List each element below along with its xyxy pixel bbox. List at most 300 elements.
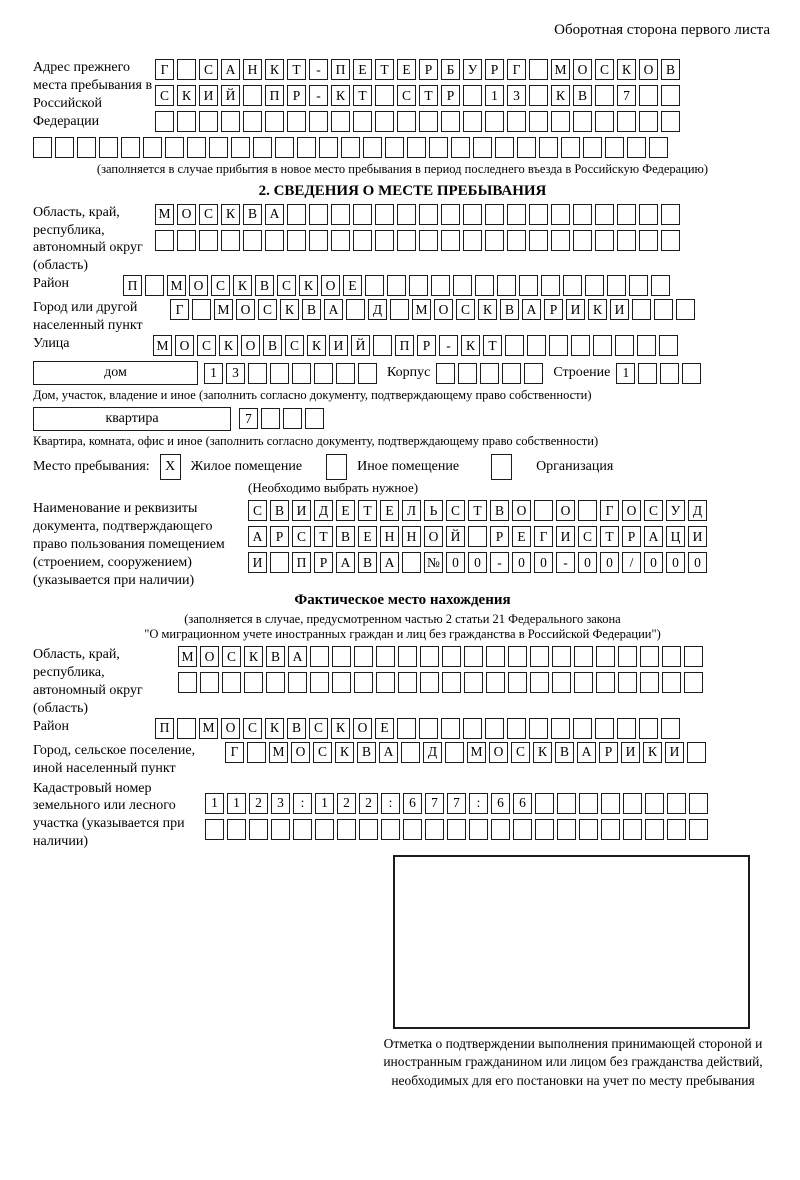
char-cell[interactable]: 0 (666, 552, 685, 573)
char-cell[interactable] (473, 137, 492, 158)
char-cell[interactable]: С (313, 742, 332, 763)
char-cell[interactable]: : (469, 793, 488, 814)
char-cell[interactable] (684, 646, 703, 667)
char-cell[interactable] (441, 204, 460, 225)
char-cell[interactable] (309, 230, 328, 251)
char-cell[interactable] (341, 137, 360, 158)
char-cell[interactable]: 1 (616, 363, 635, 384)
char-cell[interactable] (595, 111, 614, 132)
char-cell[interactable] (661, 718, 680, 739)
char-cell[interactable]: М (153, 335, 172, 356)
char-cell[interactable] (661, 111, 680, 132)
char-cell[interactable]: П (155, 718, 174, 739)
char-cell[interactable]: К (299, 275, 318, 296)
char-cell[interactable]: Р (287, 85, 306, 106)
char-cell[interactable] (661, 204, 680, 225)
char-cell[interactable] (381, 819, 400, 840)
char-cell[interactable] (661, 85, 680, 106)
char-cell[interactable]: С (578, 526, 597, 547)
char-cell[interactable]: К (588, 299, 607, 320)
char-cell[interactable] (607, 275, 626, 296)
char-cell[interactable] (458, 363, 477, 384)
char-cell[interactable] (573, 718, 592, 739)
char-cell[interactable] (445, 742, 464, 763)
char-cell[interactable] (292, 363, 311, 384)
char-cell[interactable] (441, 718, 460, 739)
char-cell[interactable] (574, 672, 593, 693)
char-cell[interactable]: 0 (534, 552, 553, 573)
char-cell[interactable]: С (199, 59, 218, 80)
char-cell[interactable]: О (622, 500, 641, 521)
char-cell[interactable]: В (661, 59, 680, 80)
char-cell[interactable]: К (461, 335, 480, 356)
char-cell[interactable] (530, 646, 549, 667)
char-cell[interactable] (667, 793, 686, 814)
char-cell[interactable] (354, 646, 373, 667)
char-cell[interactable]: У (666, 500, 685, 521)
char-cell[interactable] (505, 335, 524, 356)
char-cell[interactable]: 3 (226, 363, 245, 384)
char-cell[interactable]: О (200, 646, 219, 667)
char-cell[interactable] (617, 111, 636, 132)
char-cell[interactable] (419, 718, 438, 739)
char-cell[interactable] (447, 819, 466, 840)
char-cell[interactable] (551, 111, 570, 132)
char-cell[interactable] (376, 672, 395, 693)
char-cell[interactable] (605, 137, 624, 158)
char-cell[interactable]: К (335, 742, 354, 763)
char-cell[interactable]: Д (368, 299, 387, 320)
char-cell[interactable]: С (197, 335, 216, 356)
char-cell[interactable] (579, 819, 598, 840)
char-cell[interactable] (573, 230, 592, 251)
char-cell[interactable] (177, 230, 196, 251)
char-cell[interactable]: 1 (315, 793, 334, 814)
char-cell[interactable] (231, 137, 250, 158)
char-cell[interactable] (420, 646, 439, 667)
char-cell[interactable] (485, 204, 504, 225)
char-cell[interactable] (563, 275, 582, 296)
char-cell[interactable]: О (573, 59, 592, 80)
char-cell[interactable] (571, 335, 590, 356)
char-cell[interactable]: О (512, 500, 531, 521)
char-cell[interactable] (375, 204, 394, 225)
char-cell[interactable]: С (248, 500, 267, 521)
char-cell[interactable] (397, 111, 416, 132)
char-cell[interactable] (375, 85, 394, 106)
char-cell[interactable] (397, 204, 416, 225)
char-cell[interactable] (574, 646, 593, 667)
char-cell[interactable] (551, 204, 570, 225)
char-cell[interactable] (209, 137, 228, 158)
char-cell[interactable] (579, 793, 598, 814)
char-cell[interactable]: Г (170, 299, 189, 320)
char-cell[interactable] (187, 137, 206, 158)
char-cell[interactable] (535, 819, 554, 840)
char-cell[interactable] (409, 275, 428, 296)
char-cell[interactable]: М (551, 59, 570, 80)
char-cell[interactable]: В (270, 500, 289, 521)
organizatsiya-checkbox[interactable] (491, 454, 512, 480)
zhiloe-checkbox[interactable]: X (160, 454, 181, 480)
char-cell[interactable]: К (331, 85, 350, 106)
char-cell[interactable] (463, 718, 482, 739)
char-cell[interactable] (244, 672, 263, 693)
char-cell[interactable]: Р (622, 526, 641, 547)
char-cell[interactable] (557, 793, 576, 814)
char-cell[interactable] (468, 526, 487, 547)
char-cell[interactable]: К (177, 85, 196, 106)
char-cell[interactable]: № (424, 552, 443, 573)
char-cell[interactable]: Е (512, 526, 531, 547)
char-cell[interactable] (319, 137, 338, 158)
char-cell[interactable] (346, 299, 365, 320)
char-cell[interactable] (365, 275, 384, 296)
char-cell[interactable] (667, 819, 686, 840)
char-cell[interactable] (397, 718, 416, 739)
char-cell[interactable]: К (221, 204, 240, 225)
char-cell[interactable]: Т (375, 59, 394, 80)
char-cell[interactable]: К (307, 335, 326, 356)
char-cell[interactable]: О (291, 742, 310, 763)
char-cell[interactable]: 0 (512, 552, 531, 573)
char-cell[interactable] (266, 672, 285, 693)
char-cell[interactable] (508, 646, 527, 667)
char-cell[interactable]: С (511, 742, 530, 763)
char-cell[interactable]: О (556, 500, 575, 521)
char-cell[interactable] (689, 793, 708, 814)
char-cell[interactable]: 7 (447, 793, 466, 814)
char-cell[interactable] (155, 230, 174, 251)
char-cell[interactable] (485, 111, 504, 132)
char-cell[interactable]: С (243, 718, 262, 739)
char-cell[interactable] (689, 819, 708, 840)
char-cell[interactable] (375, 111, 394, 132)
char-cell[interactable]: - (490, 552, 509, 573)
char-cell[interactable] (314, 363, 333, 384)
char-cell[interactable]: С (211, 275, 230, 296)
char-cell[interactable]: Е (358, 526, 377, 547)
char-cell[interactable] (601, 819, 620, 840)
char-cell[interactable] (293, 819, 312, 840)
char-cell[interactable]: С (456, 299, 475, 320)
char-cell[interactable]: К (280, 299, 299, 320)
char-cell[interactable]: И (248, 552, 267, 573)
char-cell[interactable] (436, 363, 455, 384)
kvartira-type-box[interactable]: квартира (33, 407, 231, 431)
char-cell[interactable]: 0 (688, 552, 707, 573)
char-cell[interactable] (297, 137, 316, 158)
char-cell[interactable] (486, 672, 505, 693)
char-cell[interactable]: Р (485, 59, 504, 80)
char-cell[interactable]: Р (490, 526, 509, 547)
char-cell[interactable] (283, 408, 302, 429)
char-cell[interactable]: К (219, 335, 238, 356)
char-cell[interactable]: Т (483, 335, 502, 356)
char-cell[interactable] (270, 552, 289, 573)
char-cell[interactable] (253, 137, 272, 158)
char-cell[interactable]: И (292, 500, 311, 521)
char-cell[interactable]: А (265, 204, 284, 225)
char-cell[interactable]: 0 (578, 552, 597, 573)
char-cell[interactable] (645, 819, 664, 840)
char-cell[interactable] (464, 646, 483, 667)
char-cell[interactable] (480, 363, 499, 384)
char-cell[interactable] (573, 204, 592, 225)
char-cell[interactable] (682, 363, 701, 384)
char-cell[interactable]: 1 (485, 85, 504, 106)
char-cell[interactable] (595, 230, 614, 251)
char-cell[interactable]: Ь (424, 500, 443, 521)
char-cell[interactable] (309, 111, 328, 132)
char-cell[interactable]: Р (419, 59, 438, 80)
char-cell[interactable] (121, 137, 140, 158)
char-cell[interactable] (199, 111, 218, 132)
char-cell[interactable]: Т (358, 500, 377, 521)
char-cell[interactable] (261, 408, 280, 429)
char-cell[interactable]: М (199, 718, 218, 739)
char-cell[interactable] (249, 819, 268, 840)
char-cell[interactable] (33, 137, 52, 158)
char-cell[interactable] (331, 111, 350, 132)
char-cell[interactable] (639, 230, 658, 251)
char-cell[interactable] (419, 204, 438, 225)
char-cell[interactable]: 6 (403, 793, 422, 814)
char-cell[interactable]: Р (599, 742, 618, 763)
char-cell[interactable]: Д (314, 500, 333, 521)
char-cell[interactable] (684, 672, 703, 693)
char-cell[interactable]: Т (600, 526, 619, 547)
char-cell[interactable]: О (424, 526, 443, 547)
char-cell[interactable]: В (555, 742, 574, 763)
char-cell[interactable]: В (287, 718, 306, 739)
char-cell[interactable]: О (434, 299, 453, 320)
char-cell[interactable] (337, 819, 356, 840)
char-cell[interactable]: И (566, 299, 585, 320)
char-cell[interactable] (507, 230, 526, 251)
char-cell[interactable]: И (665, 742, 684, 763)
char-cell[interactable] (288, 672, 307, 693)
char-cell[interactable]: Н (380, 526, 399, 547)
char-cell[interactable] (243, 111, 262, 132)
char-cell[interactable] (529, 111, 548, 132)
char-cell[interactable]: С (595, 59, 614, 80)
char-cell[interactable]: О (221, 718, 240, 739)
char-cell[interactable]: Г (507, 59, 526, 80)
char-cell[interactable]: К (478, 299, 497, 320)
char-cell[interactable]: В (573, 85, 592, 106)
char-cell[interactable] (441, 111, 460, 132)
char-cell[interactable] (552, 672, 571, 693)
char-cell[interactable] (155, 111, 174, 132)
char-cell[interactable]: 7 (239, 408, 258, 429)
char-cell[interactable]: Е (336, 500, 355, 521)
char-cell[interactable] (451, 137, 470, 158)
char-cell[interactable]: 2 (337, 793, 356, 814)
char-cell[interactable]: И (556, 526, 575, 547)
char-cell[interactable] (529, 59, 548, 80)
char-cell[interactable]: К (233, 275, 252, 296)
char-cell[interactable] (177, 59, 196, 80)
char-cell[interactable] (527, 335, 546, 356)
char-cell[interactable]: О (175, 335, 194, 356)
char-cell[interactable] (398, 672, 417, 693)
char-cell[interactable] (309, 204, 328, 225)
char-cell[interactable] (221, 230, 240, 251)
char-cell[interactable]: К (533, 742, 552, 763)
char-cell[interactable] (353, 204, 372, 225)
char-cell[interactable] (534, 500, 553, 521)
char-cell[interactable] (637, 335, 656, 356)
char-cell[interactable] (353, 111, 372, 132)
char-cell[interactable]: 6 (491, 793, 510, 814)
char-cell[interactable]: К (551, 85, 570, 106)
char-cell[interactable] (331, 230, 350, 251)
char-cell[interactable] (629, 275, 648, 296)
char-cell[interactable] (145, 275, 164, 296)
char-cell[interactable] (403, 819, 422, 840)
char-cell[interactable] (331, 204, 350, 225)
char-cell[interactable]: Ц (666, 526, 685, 547)
char-cell[interactable] (221, 111, 240, 132)
char-cell[interactable]: 7 (425, 793, 444, 814)
char-cell[interactable]: И (610, 299, 629, 320)
char-cell[interactable] (639, 111, 658, 132)
char-cell[interactable] (247, 742, 266, 763)
char-cell[interactable]: А (288, 646, 307, 667)
char-cell[interactable] (662, 646, 681, 667)
char-cell[interactable] (177, 718, 196, 739)
char-cell[interactable]: К (643, 742, 662, 763)
char-cell[interactable] (419, 230, 438, 251)
char-cell[interactable] (463, 85, 482, 106)
char-cell[interactable]: - (309, 85, 328, 106)
char-cell[interactable]: Р (441, 85, 460, 106)
char-cell[interactable] (420, 672, 439, 693)
char-cell[interactable]: К (265, 59, 284, 80)
char-cell[interactable]: О (321, 275, 340, 296)
char-cell[interactable]: М (155, 204, 174, 225)
char-cell[interactable] (205, 819, 224, 840)
char-cell[interactable]: - (309, 59, 328, 80)
char-cell[interactable]: И (329, 335, 348, 356)
char-cell[interactable]: С (222, 646, 241, 667)
char-cell[interactable] (271, 819, 290, 840)
char-cell[interactable] (265, 230, 284, 251)
char-cell[interactable] (639, 204, 658, 225)
char-cell[interactable]: 1 (227, 793, 246, 814)
char-cell[interactable]: О (489, 742, 508, 763)
char-cell[interactable]: С (155, 85, 174, 106)
char-cell[interactable] (358, 363, 377, 384)
char-cell[interactable]: 0 (446, 552, 465, 573)
char-cell[interactable] (529, 718, 548, 739)
char-cell[interactable] (595, 718, 614, 739)
char-cell[interactable] (552, 646, 571, 667)
char-cell[interactable] (535, 793, 554, 814)
char-cell[interactable] (310, 646, 329, 667)
char-cell[interactable]: 2 (249, 793, 268, 814)
char-cell[interactable] (593, 335, 612, 356)
char-cell[interactable] (315, 819, 334, 840)
char-cell[interactable] (485, 230, 504, 251)
char-cell[interactable] (585, 275, 604, 296)
char-cell[interactable]: М (167, 275, 186, 296)
char-cell[interactable] (507, 111, 526, 132)
char-cell[interactable] (165, 137, 184, 158)
char-cell[interactable]: В (358, 552, 377, 573)
char-cell[interactable] (270, 363, 289, 384)
char-cell[interactable]: Е (397, 59, 416, 80)
char-cell[interactable] (287, 204, 306, 225)
char-cell[interactable]: В (500, 299, 519, 320)
char-cell[interactable] (654, 299, 673, 320)
char-cell[interactable] (407, 137, 426, 158)
char-cell[interactable] (354, 672, 373, 693)
char-cell[interactable]: К (331, 718, 350, 739)
char-cell[interactable]: А (248, 526, 267, 547)
char-cell[interactable] (442, 646, 461, 667)
char-cell[interactable]: К (244, 646, 263, 667)
char-cell[interactable]: К (265, 718, 284, 739)
char-cell[interactable] (429, 137, 448, 158)
char-cell[interactable] (517, 137, 536, 158)
char-cell[interactable] (529, 85, 548, 106)
char-cell[interactable] (463, 111, 482, 132)
char-cell[interactable] (485, 718, 504, 739)
char-cell[interactable] (390, 299, 409, 320)
char-cell[interactable] (387, 275, 406, 296)
char-cell[interactable] (464, 672, 483, 693)
char-cell[interactable]: А (221, 59, 240, 80)
char-cell[interactable] (402, 552, 421, 573)
char-cell[interactable] (660, 363, 679, 384)
char-cell[interactable] (373, 335, 392, 356)
char-cell[interactable]: - (439, 335, 458, 356)
char-cell[interactable] (497, 275, 516, 296)
char-cell[interactable] (623, 793, 642, 814)
char-cell[interactable] (222, 672, 241, 693)
char-cell[interactable] (55, 137, 74, 158)
char-cell[interactable]: - (556, 552, 575, 573)
char-cell[interactable] (507, 718, 526, 739)
char-cell[interactable] (651, 275, 670, 296)
char-cell[interactable]: О (189, 275, 208, 296)
char-cell[interactable]: М (412, 299, 431, 320)
char-cell[interactable] (353, 230, 372, 251)
char-cell[interactable] (363, 137, 382, 158)
char-cell[interactable] (596, 672, 615, 693)
char-cell[interactable] (310, 672, 329, 693)
char-cell[interactable] (529, 204, 548, 225)
char-cell[interactable] (618, 646, 637, 667)
char-cell[interactable] (192, 299, 211, 320)
char-cell[interactable]: С (277, 275, 296, 296)
char-cell[interactable] (99, 137, 118, 158)
char-cell[interactable]: М (269, 742, 288, 763)
char-cell[interactable]: С (644, 500, 663, 521)
char-cell[interactable] (601, 793, 620, 814)
char-cell[interactable] (495, 137, 514, 158)
char-cell[interactable]: Т (468, 500, 487, 521)
char-cell[interactable] (615, 335, 634, 356)
char-cell[interactable]: А (380, 552, 399, 573)
char-cell[interactable] (519, 275, 538, 296)
char-cell[interactable] (529, 230, 548, 251)
char-cell[interactable] (549, 335, 568, 356)
char-cell[interactable]: 2 (359, 793, 378, 814)
char-cell[interactable]: С (292, 526, 311, 547)
